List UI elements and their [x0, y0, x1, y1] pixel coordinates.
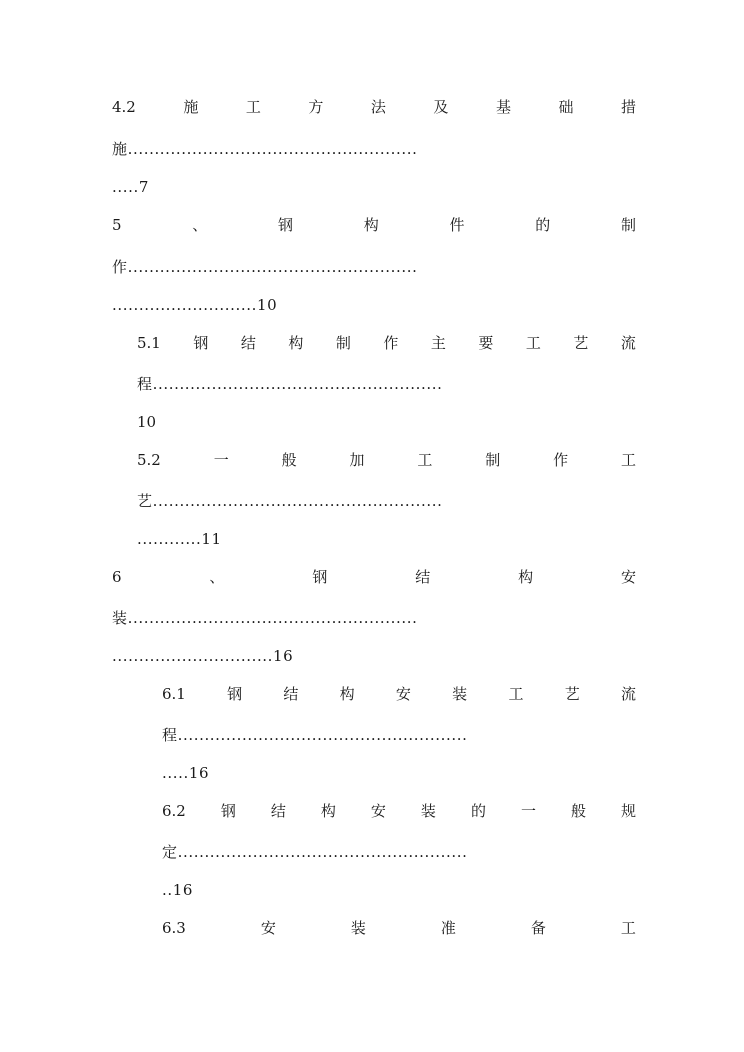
toc-entry-5-2-page[interactable]: ............11	[137, 530, 222, 548]
toc-entry-6-2-heading[interactable]	[162, 799, 636, 823]
toc-entry-char: 结	[240, 334, 256, 352]
toc-entry-char: 作	[383, 334, 399, 352]
toc-entry-6-1-leader[interactable]: 程......................................................	[162, 726, 468, 744]
toc-entry-char: 的	[470, 802, 486, 820]
toc-entry-5-2-heading[interactable]	[137, 448, 636, 472]
toc-entry-char: 准	[440, 919, 456, 937]
toc-entry-char: 、	[192, 216, 208, 234]
toc-entry-char: 础	[558, 98, 574, 116]
toc-entry-5-2-leader[interactable]: 艺......................................................	[137, 492, 443, 510]
toc-entry-char: 艺	[573, 334, 589, 352]
toc-entry-char: 安	[620, 568, 636, 586]
toc-entry-number: 6.3	[162, 919, 186, 937]
toc-entry-6-heading[interactable]	[112, 565, 636, 589]
toc-entry-char: 基	[495, 98, 511, 116]
toc-entry-number: 5.2	[137, 451, 161, 469]
toc-entry-char: 一	[213, 451, 229, 469]
toc-entry-char: 结	[283, 685, 299, 703]
toc-entry-char: 措	[620, 98, 636, 116]
toc-entry-char: 般	[281, 451, 297, 469]
toc-entry-char: 构	[518, 568, 534, 586]
toc-entry-number: 4.2	[112, 98, 136, 116]
toc-entry-6-2-page[interactable]: ..16	[162, 881, 194, 899]
toc-entry-char: 制	[485, 451, 501, 469]
toc-entry-char: 构	[288, 334, 304, 352]
toc-entry-number: 5	[112, 216, 122, 234]
toc-entry-char: 要	[478, 334, 494, 352]
toc-entry-char: 规	[620, 802, 636, 820]
toc-entry-char: 方	[308, 98, 324, 116]
toc-entry-char: 钢	[220, 802, 236, 820]
toc-entry-char: 的	[535, 216, 551, 234]
toc-entry-5-1-heading[interactable]	[137, 331, 636, 355]
toc-entry-5-1-page[interactable]: 10	[137, 413, 157, 431]
toc-entry-char: 装	[350, 919, 366, 937]
toc-entry-char: 结	[415, 568, 431, 586]
toc-entry-char: 结	[270, 802, 286, 820]
toc-entry-char: 装	[420, 802, 436, 820]
toc-entry-char: 作	[553, 451, 569, 469]
toc-entry-char: 备	[530, 919, 546, 937]
toc-entry-number: 6.2	[162, 802, 186, 820]
toc-entry-char: 制	[620, 216, 636, 234]
toc-entry-4-2-leader[interactable]: 施......................................................	[112, 140, 418, 158]
toc-entry-5-1-leader[interactable]: 程......................................................	[137, 375, 443, 393]
toc-entry-4-2-heading[interactable]	[112, 95, 636, 119]
toc-entry-char: 工	[620, 451, 636, 469]
toc-entry-char: 工	[508, 685, 524, 703]
toc-entry-char: 安	[395, 685, 411, 703]
toc-entry-5-leader[interactable]: 作......................................................	[112, 258, 418, 276]
toc-entry-char: 钢	[193, 334, 209, 352]
toc-entry-char: 安	[370, 802, 386, 820]
toc-entry-5-page[interactable]: ...........................10	[112, 296, 278, 314]
toc-entry-char: 工	[245, 98, 261, 116]
toc-entry-char: 施	[183, 98, 199, 116]
toc-entry-6-leader[interactable]: 装......................................................	[112, 609, 418, 627]
toc-entry-char: 、	[209, 568, 225, 586]
toc-entry-char: 件	[449, 216, 465, 234]
toc-entry-number: 5.1	[137, 334, 161, 352]
toc-entry-char: 工	[417, 451, 433, 469]
toc-entry-4-2-page[interactable]: .....7	[112, 178, 149, 196]
toc-entry-char: 安	[260, 919, 276, 937]
toc-entry-char: 流	[620, 334, 636, 352]
toc-entry-char: 及	[433, 98, 449, 116]
toc-entry-char: 艺	[564, 685, 580, 703]
toc-entry-char: 构	[320, 802, 336, 820]
toc-entry-char: 构	[339, 685, 355, 703]
toc-entry-char: 钢	[227, 685, 243, 703]
toc-entry-char: 流	[620, 685, 636, 703]
toc-entry-6-2-leader[interactable]: 定......................................................	[162, 843, 468, 861]
toc-entry-5-heading[interactable]	[112, 213, 636, 237]
toc-entry-char: 主	[430, 334, 446, 352]
toc-entry-char: 般	[570, 802, 586, 820]
toc-entry-6-3-heading[interactable]	[162, 916, 636, 940]
toc-entry-char: 工	[525, 334, 541, 352]
toc-entry-number: 6.1	[162, 685, 186, 703]
toc-entry-char: 钢	[312, 568, 328, 586]
toc-entry-char: 构	[363, 216, 379, 234]
toc-entry-char: 加	[349, 451, 365, 469]
toc-entry-6-1-heading[interactable]	[162, 682, 636, 706]
toc-entry-char: 制	[335, 334, 351, 352]
toc-entry-char: 一	[520, 802, 536, 820]
toc-entry-6-1-page[interactable]: .....16	[162, 764, 210, 782]
toc-entry-number: 6	[112, 568, 122, 586]
toc-entry-char: 法	[370, 98, 386, 116]
toc-entry-char: 钢	[278, 216, 294, 234]
toc-entry-char: 工	[620, 919, 636, 937]
toc-entry-6-page[interactable]: ..............................16	[112, 647, 294, 665]
toc-entry-char: 装	[452, 685, 468, 703]
